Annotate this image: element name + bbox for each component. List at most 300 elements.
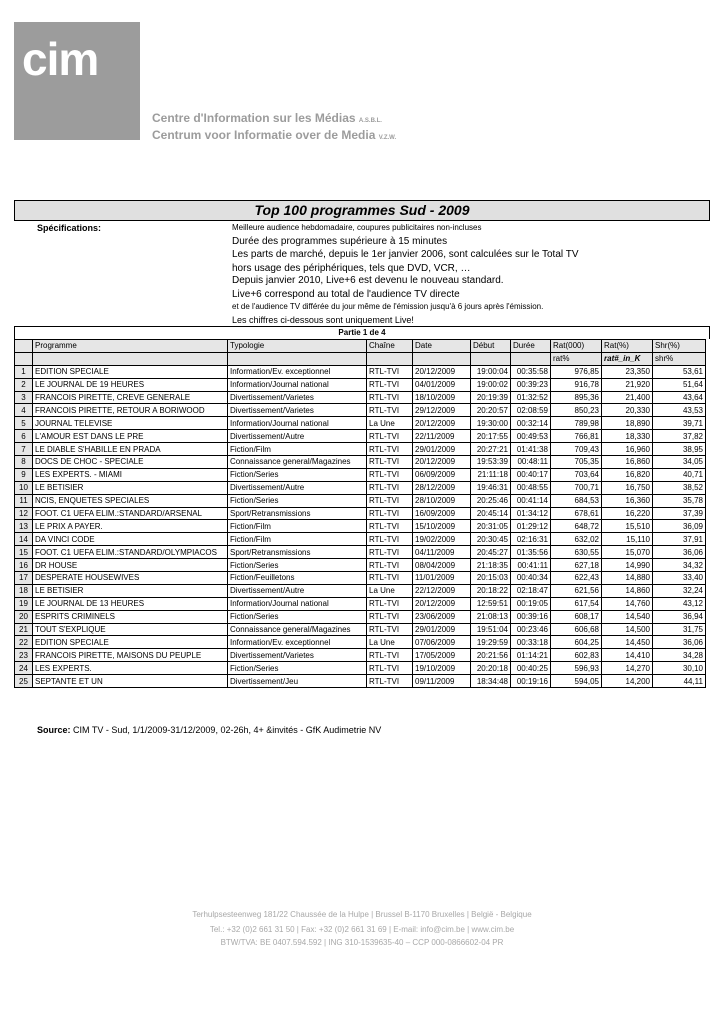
table-cell: 00:41:11 bbox=[511, 559, 551, 572]
table-cell: Fiction/Series bbox=[228, 662, 367, 675]
table-cell: 8 bbox=[15, 456, 33, 469]
table-cell: 15 bbox=[15, 546, 33, 559]
table-cell: 20/12/2009 bbox=[413, 597, 471, 610]
table-row bbox=[15, 572, 706, 585]
table-cell: 14,540 bbox=[602, 610, 653, 623]
table-cell: 19 bbox=[15, 597, 33, 610]
table-cell: Fiction/Film bbox=[228, 520, 367, 533]
table-cell: Fiction/Film bbox=[228, 443, 367, 456]
table-cell: 02:16:31 bbox=[511, 533, 551, 546]
spec-line: Live+6 correspond au total de l'audience TV directe bbox=[232, 289, 460, 300]
table-cell: 00:40:25 bbox=[511, 662, 551, 675]
table-cell: 04/11/2009 bbox=[413, 546, 471, 559]
table-cell: 08/04/2009 bbox=[413, 559, 471, 572]
table-cell: 00:19:05 bbox=[511, 597, 551, 610]
source-label: Source: bbox=[37, 725, 71, 735]
org-name-nl-suffix: V.Z.W. bbox=[378, 135, 397, 141]
table-cell: 23/06/2009 bbox=[413, 610, 471, 623]
source-text: CIM TV - Sud, 1/1/2009-31/12/2009, 02-26h, 4+ &invités - GfK Audimetrie NV bbox=[70, 725, 382, 735]
table-cell bbox=[413, 352, 471, 365]
table-cell: 14,270 bbox=[602, 662, 653, 675]
table-cell: 00:39:23 bbox=[511, 378, 551, 391]
table-cell: 00:32:14 bbox=[511, 417, 551, 430]
spec-line: et de l'audience TV différée du jour même de l'émission jusqu'à 6 jours après l'émission. bbox=[232, 302, 544, 311]
table-cell: 00:35:58 bbox=[511, 365, 551, 378]
table-cell bbox=[228, 352, 367, 365]
table-cell: 43,12 bbox=[653, 597, 706, 610]
programmes-table bbox=[14, 339, 706, 688]
table-cell: 709,43 bbox=[551, 443, 602, 456]
table-row bbox=[15, 546, 706, 559]
table-cell: FRANCOIS PIRETTE, RETOUR A BORIWOOD bbox=[33, 404, 228, 417]
table-cell: 38,95 bbox=[653, 443, 706, 456]
table-cell: 632,02 bbox=[551, 533, 602, 546]
table-cell: 19/10/2009 bbox=[413, 662, 471, 675]
table-cell: rat#_in_K bbox=[602, 352, 653, 365]
table-cell: 17 bbox=[15, 572, 33, 585]
table-cell: 44,11 bbox=[653, 675, 706, 688]
table-cell: 19:53:39 bbox=[471, 456, 511, 469]
table-cell: Début bbox=[471, 340, 511, 353]
org-name-fr-text: Centre d'Information sur les Médias bbox=[152, 111, 356, 125]
table-cell: La Une bbox=[367, 417, 413, 430]
table-cell: RTL-TVI bbox=[367, 546, 413, 559]
footer-address: Terhulpsesteenweg 181/22 Chaussée de la Hulpe | Brussel B-1170 Bruxelles | België - Belgique bbox=[192, 910, 532, 919]
table-cell: 20:20:57 bbox=[471, 404, 511, 417]
table-cell: 15,110 bbox=[602, 533, 653, 546]
table-cell: Rat(000) bbox=[551, 340, 602, 353]
table-cell: 33,40 bbox=[653, 572, 706, 585]
table-row bbox=[15, 391, 706, 404]
table-cell: 627,18 bbox=[551, 559, 602, 572]
table-cell: shr% bbox=[653, 352, 706, 365]
table-cell: 21:08:13 bbox=[471, 610, 511, 623]
table-cell: 850,23 bbox=[551, 404, 602, 417]
table-cell: 16/09/2009 bbox=[413, 507, 471, 520]
table-cell: 13 bbox=[15, 520, 33, 533]
table-cell: RTL-TVI bbox=[367, 649, 413, 662]
table-cell: FRANCOIS PIRETTE, CREVE GENERALE bbox=[33, 391, 228, 404]
table-cell: DOCS DE CHOC - SPECIALE bbox=[33, 456, 228, 469]
table-cell: 20:45:27 bbox=[471, 546, 511, 559]
table-cell: 01:29:12 bbox=[511, 520, 551, 533]
table-cell: Shr(%) bbox=[653, 340, 706, 353]
table-cell: 608,17 bbox=[551, 610, 602, 623]
table-cell: RTL-TVI bbox=[367, 572, 413, 585]
table-cell: Divertissement/Jeu bbox=[228, 675, 367, 688]
table-row bbox=[15, 417, 706, 430]
org-name-fr-suffix: A.S.B.L. bbox=[358, 118, 382, 124]
table-cell: 6 bbox=[15, 430, 33, 443]
table-cell: 622,43 bbox=[551, 572, 602, 585]
table-cell: 04/01/2009 bbox=[413, 378, 471, 391]
table-row bbox=[15, 559, 706, 572]
table-cell: Typologie bbox=[228, 340, 367, 353]
table-cell: 19:00:02 bbox=[471, 378, 511, 391]
table-cell: La Une bbox=[367, 584, 413, 597]
table-cell: TOUT S'EXPLIQUE bbox=[33, 623, 228, 636]
table-cell: 23,350 bbox=[602, 365, 653, 378]
table-cell: RTL-TVI bbox=[367, 494, 413, 507]
table-cell: 594,05 bbox=[551, 675, 602, 688]
table-cell: RTL-TVI bbox=[367, 533, 413, 546]
table-cell: Durée bbox=[511, 340, 551, 353]
table-cell: 22/12/2009 bbox=[413, 584, 471, 597]
table-cell: 700,71 bbox=[551, 481, 602, 494]
table-cell: 34,05 bbox=[653, 456, 706, 469]
table-cell: 19:51:04 bbox=[471, 623, 511, 636]
spec-line: Durée des programmes supérieure à 15 minutes bbox=[232, 236, 448, 247]
table-cell: 678,61 bbox=[551, 507, 602, 520]
table-cell: 16,860 bbox=[602, 456, 653, 469]
table-cell: Fiction/Series bbox=[228, 468, 367, 481]
table-row bbox=[15, 365, 706, 378]
table-cell: 16,220 bbox=[602, 507, 653, 520]
table-cell bbox=[511, 352, 551, 365]
table-cell: 12:59:51 bbox=[471, 597, 511, 610]
table-cell: 14 bbox=[15, 533, 33, 546]
table-cell: Information/Journal national bbox=[228, 417, 367, 430]
table-cell: 15/10/2009 bbox=[413, 520, 471, 533]
table-cell: 11/01/2009 bbox=[413, 572, 471, 585]
table-cell: 20:27:21 bbox=[471, 443, 511, 456]
table-cell: 14,500 bbox=[602, 623, 653, 636]
table-cell: Fiction/Film bbox=[228, 533, 367, 546]
table-cell: 20/12/2009 bbox=[413, 456, 471, 469]
table-cell: 01:34:12 bbox=[511, 507, 551, 520]
table-cell: 32,24 bbox=[653, 584, 706, 597]
table-cell: 14,410 bbox=[602, 649, 653, 662]
table-cell: 20:31:05 bbox=[471, 520, 511, 533]
table-cell: 00:39:16 bbox=[511, 610, 551, 623]
table-cell: 606,68 bbox=[551, 623, 602, 636]
table-cell: SEPTANTE ET UN bbox=[33, 675, 228, 688]
table-cell: 43,64 bbox=[653, 391, 706, 404]
table-cell: RTL-TVI bbox=[367, 623, 413, 636]
table-cell: Information/Ev. exceptionnel bbox=[228, 365, 367, 378]
table-cell: 895,36 bbox=[551, 391, 602, 404]
org-name-fr bbox=[152, 111, 382, 125]
table-cell: 40,71 bbox=[653, 468, 706, 481]
table-cell: LES EXPERTS. - MIAMI bbox=[33, 468, 228, 481]
table-cell: 20:30:45 bbox=[471, 533, 511, 546]
table-row bbox=[15, 662, 706, 675]
table-cell: Divertissement/Autre bbox=[228, 584, 367, 597]
table-row bbox=[15, 378, 706, 391]
table-row bbox=[15, 636, 706, 649]
table-cell: Divertissement/Autre bbox=[228, 481, 367, 494]
table-cell: RTL-TVI bbox=[367, 365, 413, 378]
table-cell: 19:46:31 bbox=[471, 481, 511, 494]
table-cell: LE DIABLE S'HABILLE EN PRADA bbox=[33, 443, 228, 456]
cim-logo bbox=[14, 22, 140, 140]
table-cell bbox=[15, 352, 33, 365]
table-row bbox=[15, 520, 706, 533]
table-cell: 38,52 bbox=[653, 481, 706, 494]
table-cell: 916,78 bbox=[551, 378, 602, 391]
table-cell: 20:19:39 bbox=[471, 391, 511, 404]
table-cell: DR HOUSE bbox=[33, 559, 228, 572]
table-cell: 00:49:53 bbox=[511, 430, 551, 443]
table-cell: 21,400 bbox=[602, 391, 653, 404]
table-row bbox=[15, 494, 706, 507]
table-cell: 20:21:56 bbox=[471, 649, 511, 662]
table-cell: rat% bbox=[551, 352, 602, 365]
table-cell: 00:48:11 bbox=[511, 456, 551, 469]
table-cell: 37,82 bbox=[653, 430, 706, 443]
table-cell: EDITION SPECIALE bbox=[33, 365, 228, 378]
table-cell: LE JOURNAL DE 13 HEURES bbox=[33, 597, 228, 610]
table-cell: 14,880 bbox=[602, 572, 653, 585]
table-cell: 28/10/2009 bbox=[413, 494, 471, 507]
table-cell: 16,750 bbox=[602, 481, 653, 494]
table-cell: RTL-TVI bbox=[367, 597, 413, 610]
table-cell: 21:18:35 bbox=[471, 559, 511, 572]
table-cell: Divertissement/Autre bbox=[228, 430, 367, 443]
table-cell: LES EXPERTS. bbox=[33, 662, 228, 675]
table-cell: 51,64 bbox=[653, 378, 706, 391]
table-cell: ESPRITS CRIMINELS bbox=[33, 610, 228, 623]
table-cell: 14,450 bbox=[602, 636, 653, 649]
table-cell: 22 bbox=[15, 636, 33, 649]
table-cell: 29/01/2009 bbox=[413, 623, 471, 636]
table-cell: Sport/Retransmissions bbox=[228, 546, 367, 559]
table-cell: 3 bbox=[15, 391, 33, 404]
table-row bbox=[15, 675, 706, 688]
table-cell: Information/Ev. exceptionnel bbox=[228, 636, 367, 649]
table-cell: 36,06 bbox=[653, 546, 706, 559]
table-cell: 18:34:48 bbox=[471, 675, 511, 688]
table-cell: 36,06 bbox=[653, 636, 706, 649]
table-row bbox=[15, 404, 706, 417]
table-cell: 23 bbox=[15, 649, 33, 662]
logo-text: cim bbox=[22, 33, 99, 85]
spec-line: Meilleure audience hebdomadaire, coupures publicitaires non-incluses bbox=[232, 223, 482, 232]
table-cell: 19:30:00 bbox=[471, 417, 511, 430]
table-cell: 15,070 bbox=[602, 546, 653, 559]
table-cell: 36,94 bbox=[653, 610, 706, 623]
table-cell: Fiction/Series bbox=[228, 610, 367, 623]
table-cell: FOOT. C1 UEFA ELIM.:STANDARD/OLYMPIACOS bbox=[33, 546, 228, 559]
table-row bbox=[15, 507, 706, 520]
table-cell: 604,25 bbox=[551, 636, 602, 649]
table-cell: 00:23:46 bbox=[511, 623, 551, 636]
table-row bbox=[15, 649, 706, 662]
table-cell: La Une bbox=[367, 636, 413, 649]
table-cell: 19/02/2009 bbox=[413, 533, 471, 546]
table-cell: Fiction/Series bbox=[228, 559, 367, 572]
table-cell: JOURNAL TELEVISE bbox=[33, 417, 228, 430]
spec-line: Depuis janvier 2010, Live+6 est devenu le nouveau standard. bbox=[232, 275, 504, 286]
table-cell: 02:08:59 bbox=[511, 404, 551, 417]
table-cell: 01:35:56 bbox=[511, 546, 551, 559]
table-cell: Divertissement/Varietes bbox=[228, 649, 367, 662]
table-cell: RTL-TVI bbox=[367, 443, 413, 456]
table-cell: EDITION SPECIALE bbox=[33, 636, 228, 649]
table-row bbox=[15, 610, 706, 623]
table-cell bbox=[367, 352, 413, 365]
table-cell: 18,890 bbox=[602, 417, 653, 430]
table-cell: 602,83 bbox=[551, 649, 602, 662]
table-cell: 16,360 bbox=[602, 494, 653, 507]
table-cell: 28/12/2009 bbox=[413, 481, 471, 494]
table-cell: 29/12/2009 bbox=[413, 404, 471, 417]
table-cell: 621,56 bbox=[551, 584, 602, 597]
table-cell: 14,760 bbox=[602, 597, 653, 610]
table-cell: 21,920 bbox=[602, 378, 653, 391]
table-cell: 705,35 bbox=[551, 456, 602, 469]
table-cell: 01:14:21 bbox=[511, 649, 551, 662]
table-cell: 20/12/2009 bbox=[413, 417, 471, 430]
table-cell: 00:40:17 bbox=[511, 468, 551, 481]
table-cell: Information/Journal national bbox=[228, 597, 367, 610]
table-cell: 00:33:18 bbox=[511, 636, 551, 649]
table-cell: 16,960 bbox=[602, 443, 653, 456]
table-row bbox=[15, 584, 706, 597]
table-cell: 16,820 bbox=[602, 468, 653, 481]
table-cell: RTL-TVI bbox=[367, 481, 413, 494]
table-cell: 16 bbox=[15, 559, 33, 572]
table-cell: RTL-TVI bbox=[367, 468, 413, 481]
table-cell: Date bbox=[413, 340, 471, 353]
table-cell: 14,860 bbox=[602, 584, 653, 597]
footer-contact: Tel.: +32 (0)2 661 31 50 | Fax: +32 (0)2 661 31 69 | E-mail: info@cim.be | www.cim.be bbox=[209, 925, 515, 934]
table-cell: 34,28 bbox=[653, 649, 706, 662]
table-cell: 34,32 bbox=[653, 559, 706, 572]
table-cell: RTL-TVI bbox=[367, 675, 413, 688]
table-cell: 18 bbox=[15, 584, 33, 597]
table-cell: 00:19:16 bbox=[511, 675, 551, 688]
table-cell: Programme bbox=[33, 340, 228, 353]
table-cell: 703,64 bbox=[551, 468, 602, 481]
org-name-nl bbox=[152, 128, 396, 142]
table-cell: LE BETISIER bbox=[33, 584, 228, 597]
table-cell: NCIS, ENQUETES SPECIALES bbox=[33, 494, 228, 507]
table-cell: 5 bbox=[15, 417, 33, 430]
table-cell: 00:48:55 bbox=[511, 481, 551, 494]
table-cell: 36,09 bbox=[653, 520, 706, 533]
table-cell: 20:15:03 bbox=[471, 572, 511, 585]
table-cell: Information/Journal national bbox=[228, 378, 367, 391]
table-cell: 39,71 bbox=[653, 417, 706, 430]
table-cell: 20/12/2009 bbox=[413, 365, 471, 378]
table-row bbox=[15, 456, 706, 469]
table-cell: 976,85 bbox=[551, 365, 602, 378]
table-cell: LE BETISIER bbox=[33, 481, 228, 494]
table-row bbox=[15, 481, 706, 494]
table-cell: 01:41:38 bbox=[511, 443, 551, 456]
table-cell: Fiction/Feuilletons bbox=[228, 572, 367, 585]
table-cell: 12 bbox=[15, 507, 33, 520]
table-cell: 9 bbox=[15, 468, 33, 481]
table-cell bbox=[33, 352, 228, 365]
table-cell: RTL-TVI bbox=[367, 456, 413, 469]
table-row bbox=[15, 597, 706, 610]
table-cell bbox=[15, 340, 33, 353]
table-cell: 630,55 bbox=[551, 546, 602, 559]
table-cell: 35,78 bbox=[653, 494, 706, 507]
table-cell: FOOT. C1 UEFA ELIM.:STANDARD/ARSENAL bbox=[33, 507, 228, 520]
table-cell: 53,61 bbox=[653, 365, 706, 378]
table-cell: RTL-TVI bbox=[367, 430, 413, 443]
table-cell: Divertissement/Varietes bbox=[228, 391, 367, 404]
table-cell: 20:20:18 bbox=[471, 662, 511, 675]
page-title: Top 100 programmes Sud - 2009 bbox=[14, 200, 710, 221]
table-row bbox=[15, 430, 706, 443]
table-cell: 1 bbox=[15, 365, 33, 378]
table-row bbox=[15, 533, 706, 546]
table-cell: 20:17:55 bbox=[471, 430, 511, 443]
table-cell: 18/10/2009 bbox=[413, 391, 471, 404]
table-cell: 37,91 bbox=[653, 533, 706, 546]
table-cell: 4 bbox=[15, 404, 33, 417]
table-row bbox=[15, 623, 706, 636]
table-cell: 789,98 bbox=[551, 417, 602, 430]
table-cell: 10 bbox=[15, 481, 33, 494]
table-cell: Connaissance general/Magazines bbox=[228, 456, 367, 469]
table-cell: Fiction/Series bbox=[228, 494, 367, 507]
table-header bbox=[15, 340, 706, 353]
spec-line: hors usage des périphériques, tels que DVD, VCR, … bbox=[232, 263, 471, 274]
table-cell: 15,510 bbox=[602, 520, 653, 533]
table-cell: 20:18:22 bbox=[471, 584, 511, 597]
spec-line: Les chiffres ci-dessous sont uniquement Live! bbox=[232, 315, 414, 325]
table-cell: 24 bbox=[15, 662, 33, 675]
table-cell: 20:45:14 bbox=[471, 507, 511, 520]
table-cell: 20 bbox=[15, 610, 33, 623]
table-cell: L'AMOUR EST DANS LE PRE bbox=[33, 430, 228, 443]
table-cell: 19:00:04 bbox=[471, 365, 511, 378]
table-cell: RTL-TVI bbox=[367, 404, 413, 417]
footer-bank: BTW/TVA: BE 0407.594.592 | ING 310-1539635-40 – CCP 000-0866602-04 PR bbox=[220, 938, 504, 947]
table-cell: 43,53 bbox=[653, 404, 706, 417]
table-cell: 17/05/2009 bbox=[413, 649, 471, 662]
table-cell: RTL-TVI bbox=[367, 662, 413, 675]
table-cell: LE PRIX A PAYER. bbox=[33, 520, 228, 533]
table-cell: 596,93 bbox=[551, 662, 602, 675]
org-name-nl-text: Centrum voor Informatie over de Media bbox=[152, 128, 376, 142]
table-cell: Sport/Retransmissions bbox=[228, 507, 367, 520]
table-cell: 31,75 bbox=[653, 623, 706, 636]
table-cell: 09/11/2009 bbox=[413, 675, 471, 688]
table-cell: 37,39 bbox=[653, 507, 706, 520]
table-cell: 00:40:34 bbox=[511, 572, 551, 585]
table-row bbox=[15, 468, 706, 481]
table-cell: 14,200 bbox=[602, 675, 653, 688]
table-cell: 11 bbox=[15, 494, 33, 507]
table-cell: RTL-TVI bbox=[367, 610, 413, 623]
table-cell: RTL-TVI bbox=[367, 520, 413, 533]
table-cell: 30,10 bbox=[653, 662, 706, 675]
source-note bbox=[37, 725, 381, 735]
table-cell: 20:25:46 bbox=[471, 494, 511, 507]
table-cell: 07/06/2009 bbox=[413, 636, 471, 649]
table-cell: RTL-TVI bbox=[367, 559, 413, 572]
table-cell: 21:11:18 bbox=[471, 468, 511, 481]
table-cell: 617,54 bbox=[551, 597, 602, 610]
table-cell: 25 bbox=[15, 675, 33, 688]
table-cell: 2 bbox=[15, 378, 33, 391]
table-subheader bbox=[15, 352, 706, 365]
table-cell: 29/01/2009 bbox=[413, 443, 471, 456]
table-cell: DESPERATE HOUSEWIVES bbox=[33, 572, 228, 585]
table-cell: 684,53 bbox=[551, 494, 602, 507]
table-cell: RTL-TVI bbox=[367, 391, 413, 404]
table-cell: Connaissance general/Magazines bbox=[228, 623, 367, 636]
table-cell: 21 bbox=[15, 623, 33, 636]
part-label: Partie 1 de 4 bbox=[14, 326, 710, 339]
table-cell: DA VINCI CODE bbox=[33, 533, 228, 546]
